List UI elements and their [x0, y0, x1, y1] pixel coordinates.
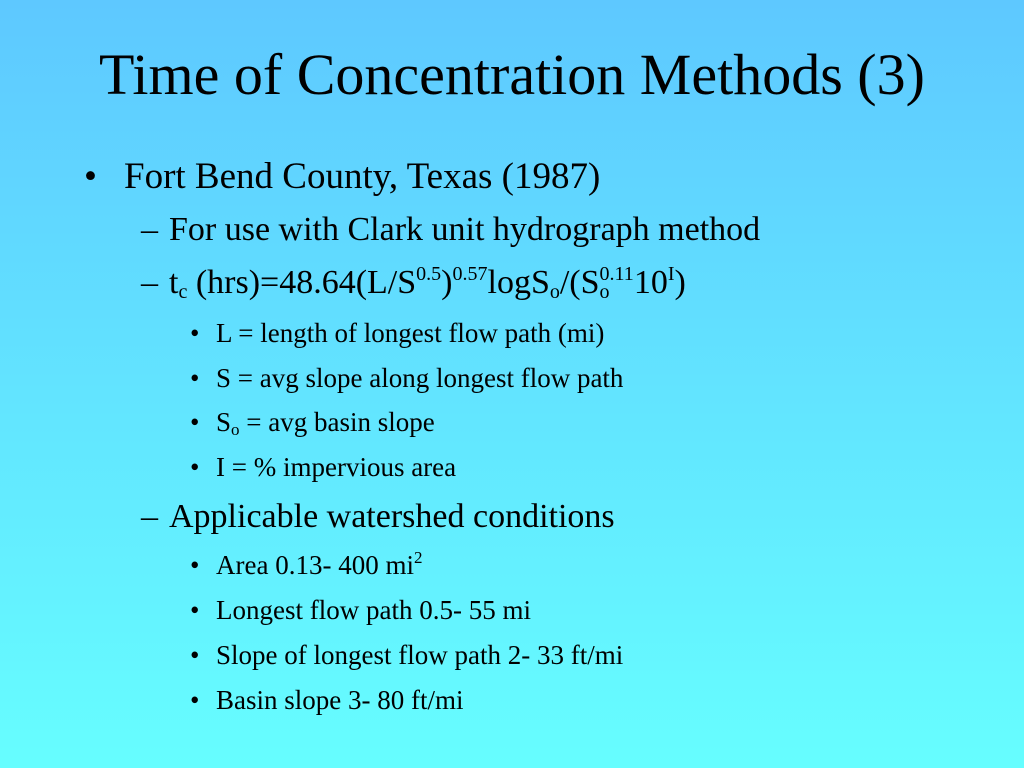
def-text: S = avg slope along longest flow path	[216, 363, 624, 393]
condition-text: Basin slope 3- 80 ft/mi	[216, 685, 464, 715]
formula: $t_c$ $(hrs)=48.64(L/S^{0.5})^{0.57}\log S_o/(S_o^{0.11}10^I)$	[169, 263, 686, 303]
subitem-watershed-conditions	[141, 497, 615, 537]
subitem-clark-method	[141, 210, 760, 250]
bullet-marker: •	[190, 685, 200, 715]
condition-area: • Area 0.13- 400 $mi^2$	[190, 548, 423, 580]
subitem-text: For use with Clark unit hydrograph method	[169, 211, 761, 248]
bullet-marker: •	[190, 318, 200, 348]
dash-marker: –	[141, 264, 158, 301]
bullet-text: Fort Bend County, Texas (1987)	[124, 156, 601, 197]
condition-text: Slope of longest flow path 2- 33 ft/mi	[216, 640, 624, 670]
condition-flow-path	[190, 594, 531, 626]
def-text: I = % impervious area	[216, 452, 457, 482]
def-basin-slope: • $S_o$ = avg basin slope	[190, 407, 435, 439]
condition-basin-slope	[190, 684, 463, 716]
def-slope	[190, 362, 623, 394]
subitem-text: Applicable watershed conditions	[169, 498, 615, 535]
dash-marker: –	[141, 498, 158, 535]
bullet-marker: •	[190, 550, 200, 580]
bullet-marker: •	[84, 156, 97, 197]
slide-title: Time of Concentration Methods (3)	[99, 42, 925, 107]
condition-flow-slope	[190, 639, 623, 671]
subitem-formula	[141, 263, 686, 303]
condition-text: Longest flow path 0.5- 55 mi	[216, 595, 531, 625]
bullet-marker: •	[190, 595, 200, 625]
bullet-marker: •	[190, 363, 200, 393]
def-impervious	[190, 451, 456, 483]
bullet-marker: •	[190, 452, 200, 482]
bullet-fort-bend	[84, 155, 600, 199]
def-length	[190, 317, 604, 349]
bullet-marker: •	[190, 640, 200, 670]
bullet-marker: •	[190, 407, 200, 437]
dash-marker: –	[141, 211, 158, 248]
def-text: L = length of longest flow path (mi)	[216, 318, 605, 348]
